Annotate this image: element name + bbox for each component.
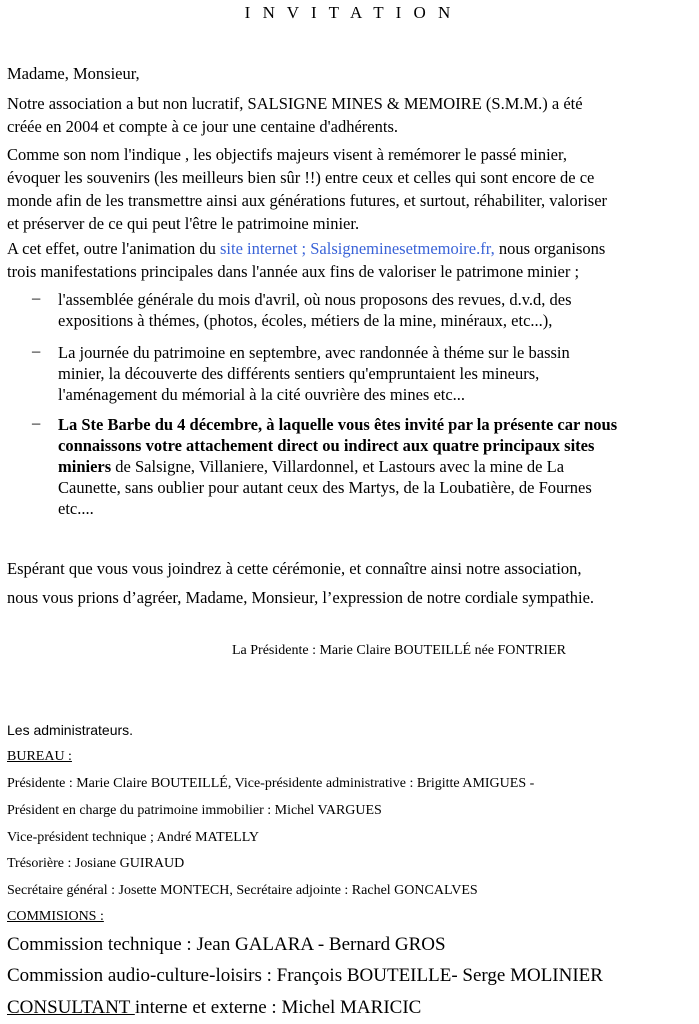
commission-audio-culture-loisirs: Commission audio-culture-loisirs : François BOUTEILLE- Serge MOLINIER bbox=[7, 965, 603, 986]
bullet-dash: – bbox=[32, 413, 41, 432]
commission-technique: Commission technique : Jean GALARA - Bernard GROS bbox=[7, 934, 446, 955]
list-item-assembly: l'assemblée générale du mois d'avril, où nous proposons des revues, d.v.d, des expositions à thémes, (photos, écoles, métiers de la mine, minéraux, etc...), bbox=[58, 290, 572, 330]
invitation-title: I N V I T A T I O N bbox=[244, 3, 455, 22]
bureau-line: Vice-président technique ; André MATELLY bbox=[7, 830, 260, 845]
events-paragraph: A cet effet, outre l'animation du site internet ; Salsigneminesetmemoire.fr, nous organisons trois manifestations principales dans l'année aux fins de valoriser le patrimone minier ; bbox=[7, 239, 606, 281]
commissions-heading: COMMISIONS : bbox=[7, 909, 104, 924]
consultant-label: CONSULTANT bbox=[7, 997, 135, 1018]
bureau-line: Trésorière : Josiane GUIRAUD bbox=[7, 856, 185, 871]
administrators-heading: Les administrateurs. bbox=[7, 722, 134, 738]
list-item-heritage-day: La journée du patrimoine en septembre, avec randonnée à théme sur le bassin minier, la découverte des différents sentiers qu'empruntaient les mineurs, l'aménagement du mémorial à la cité ouvrière des mines etc... bbox=[58, 343, 570, 404]
website-link[interactable]: site internet ; Salsigneminesetmemoire.fr, bbox=[219, 239, 495, 258]
bullet-dash: – bbox=[32, 341, 41, 360]
bureau-line: Présidente : Marie Claire BOUTEILLÉ, Vice-présidente administrative : Brigitte AMIGUES - bbox=[7, 776, 535, 791]
objectives-paragraph: Comme son nom l'indique , les objectifs majeurs visent à remémorer le passé minier, évoquer les souvenirs (les meilleurs bien sûr !!) entre ceux et celles qui sont encore de ce monde afin de les transmettre ainsi aux générations futures, et surtout, réhabiliter, valoriser et préserver de ce qui peut l'être le patrimoine minier. bbox=[7, 145, 608, 233]
list-item-ste-barbe: La Ste Barbe du 4 décembre, à laquelle vous êtes invité par la présente car nous connaissons votre attachement direct ou indirect aux quatre principaux sites miniers de Salsigne, Villaniere, Villardonnel, et Lastours avec la mine de La Caunette, sans oublier pour autant ceux des Martys, de la Loubatière, de Fournes etc.... bbox=[58, 415, 618, 518]
signature: La Présidente : Marie Claire BOUTEILLÉ née FONTRIER bbox=[232, 643, 566, 658]
bullet-dash: – bbox=[32, 288, 41, 307]
intro-paragraph: Notre association a but non lucratif, SALSIGNE MINES & MEMOIRE (S.M.M.) a été créée en 2004 et compte à ce jour une centaine d'adhérents. bbox=[7, 94, 583, 136]
consultant-line: CONSULTANT interne et externe : Michel MARICIC bbox=[7, 997, 422, 1018]
bureau-line: Président en charge du patrimoine immobilier : Michel VARGUES bbox=[7, 803, 382, 818]
bureau-heading: BUREAU : bbox=[7, 749, 72, 764]
closing-paragraph: Espérant que vous vous joindrez à cette cérémonie, et connaître ainsi notre association, nous vous prions d’agréer, Madame, Monsieur, l’expression de notre cordiale sympathie. bbox=[7, 559, 595, 607]
bureau-line: Secrétaire général : Josette MONTECH, Secrétaire adjointe : Rachel GONCALVES bbox=[7, 883, 478, 898]
salutation: Madame, Monsieur, bbox=[7, 64, 140, 83]
